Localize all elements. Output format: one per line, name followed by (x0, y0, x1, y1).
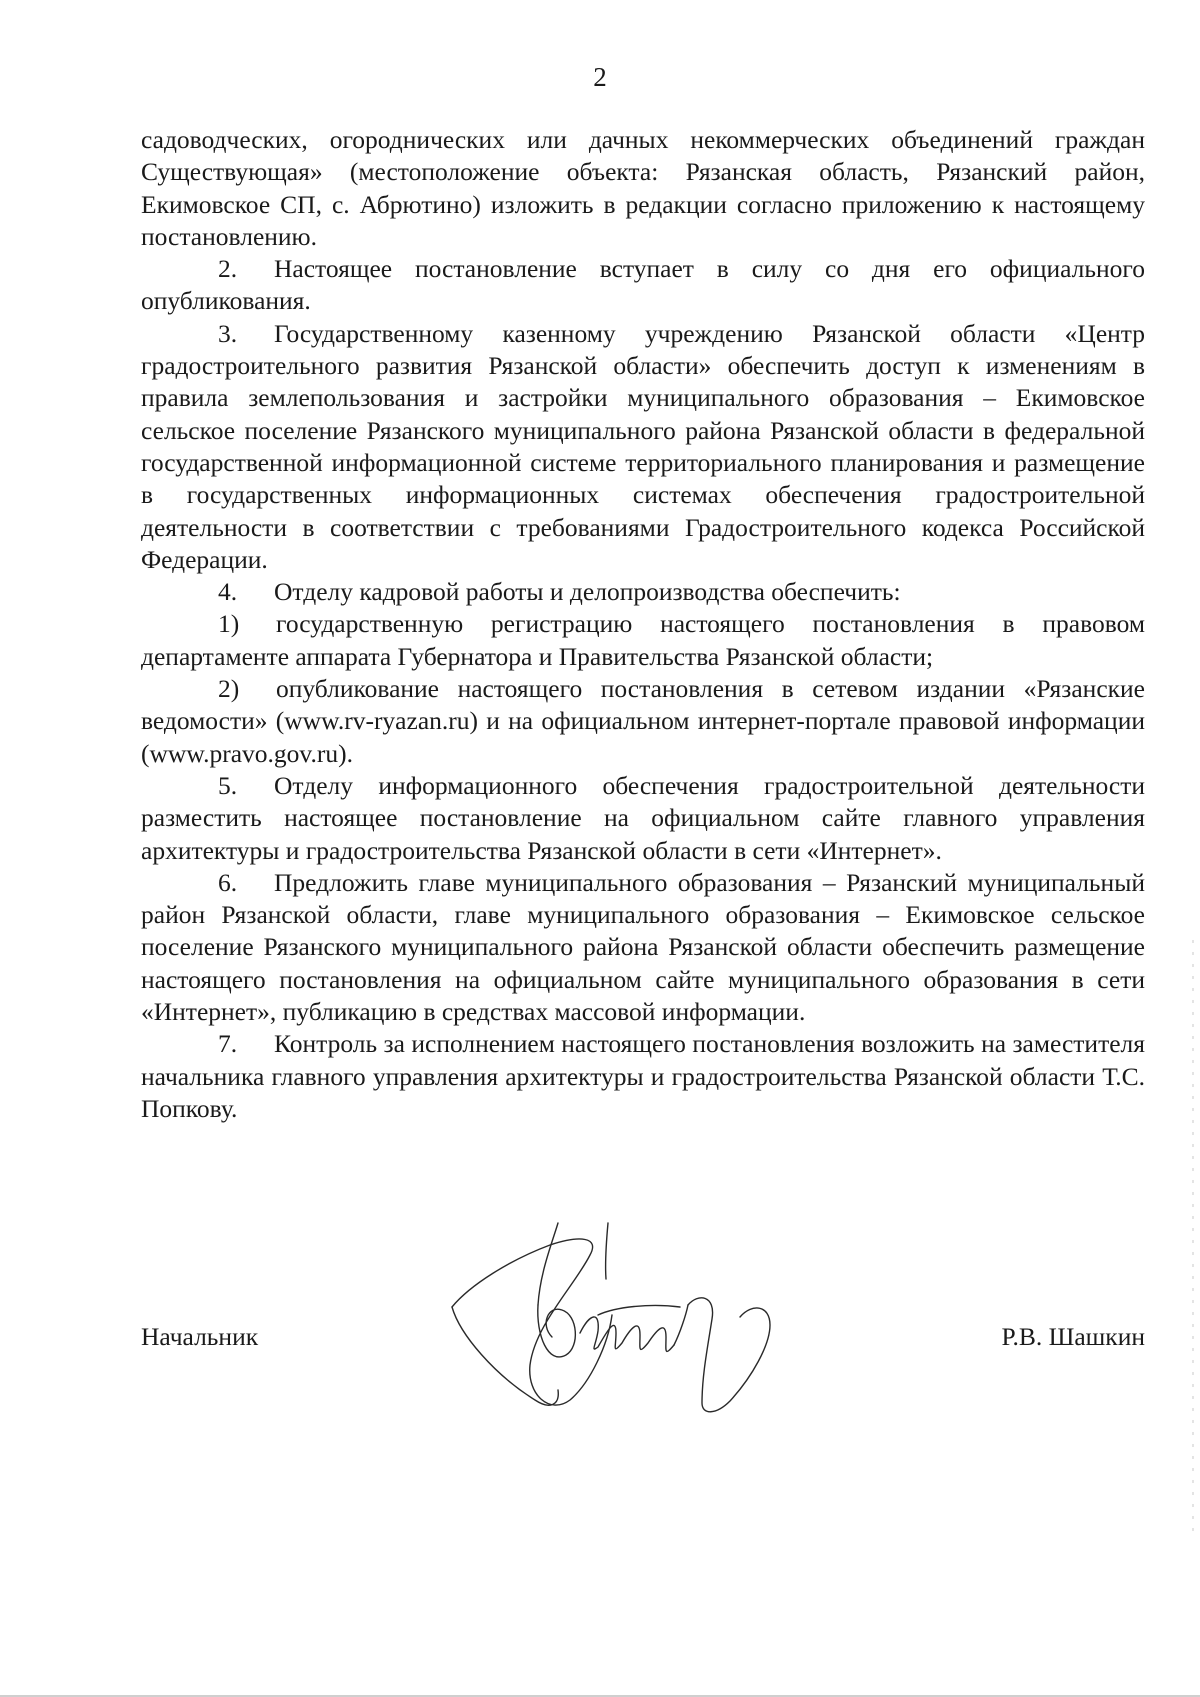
signature-block (141, 1322, 1145, 1362)
paragraph-text: садоводческих, огороднических или дачных некоммерческих объединений граждан Существующая» (местоположение объекта: Рязанская область, Рязанский район, Екимовское СП, с. Абрютино) изложить в редакции согласно приложению к настоящему постановлению. (141, 125, 1145, 251)
paragraph-1-continuation (141, 124, 1145, 253)
page-number: 2 (593, 62, 607, 92)
paragraph-3 (141, 318, 1145, 576)
paragraph-2 (141, 253, 1145, 318)
paragraph-4 (141, 576, 1145, 608)
paragraph-number: 5. (218, 770, 238, 800)
paragraph-number: 7. (218, 1029, 238, 1059)
paragraph-text: государственную регистрацию настоящего постановления в правовом департаменте аппарата Губернатора и Правительства Рязанской области; (141, 609, 1145, 671)
paragraph-number: 2. (218, 254, 238, 284)
paragraph-number: 6. (218, 867, 238, 897)
paragraph-text: Контроль за исполнением настоящего постановления возложить на заместителя начальника главного управления архитектуры и градостроительства Рязанской области Т.С. Попкову. (141, 1029, 1145, 1123)
paragraph-5 (141, 770, 1145, 867)
document-body (141, 124, 1145, 1125)
paragraph-text: Отделу информационного обеспечения градостроительной деятельности разместить настоящее постановление на официальном сайте главного управления архитектуры и градостроительства Рязанской области в сети «Интернет». (141, 770, 1145, 865)
subparagraph-number: 2) (218, 674, 240, 704)
paragraph-text: опубликование настоящего постановления в сетевом издании «Рязанские ведомости» (www.rv-ryazan.ru) и на официальном интернет-портале правовой информации (www.pravo.gov.ru). (141, 674, 1145, 768)
paragraph-number: 4. (218, 577, 238, 607)
scan-margin-artifact (1192, 940, 1194, 1540)
paragraph-text: Отделу кадровой работы и делопроизводства обеспечить: (274, 577, 901, 607)
paragraph-number: 3. (218, 318, 238, 348)
paragraph-7 (141, 1028, 1145, 1125)
paragraph-text: Настоящее постановление вступает в силу со дня его официального опубликования. (141, 254, 1145, 316)
subparagraph-1 (141, 608, 1145, 673)
paragraph-text: Государственному казенному учреждению Рязанской области «Центр градостроительного развития Рязанской области» обеспечить доступ к изменениям в правила землепользования и застройки муниципального образования – Екимовское сельское поселение Рязанского муниципального района Рязанской области в федеральной государственной информационной системе территориального планирования и размещение в государственных информационных системах обеспечения градостроительной деятельности в соответствии с требованиями Градостроительного кодекса Российской Федерации. (141, 318, 1145, 574)
paragraph-6 (141, 867, 1145, 1028)
signer-name: Р.В. Шашкин (1001, 1322, 1145, 1351)
signer-position: Начальник (141, 1322, 259, 1351)
paragraph-text: Предложить главе муниципального образования – Рязанский муниципальный район Рязанской области, главе муниципального образования – Екимовское сельское поселение Рязанского муниципального района Рязанской области обеспечить размещение настоящего постановления на официальном сайте муниципального образования в сети «Интернет», публикацию в средствах массовой информации. (141, 867, 1145, 1027)
subparagraph-2 (141, 673, 1145, 770)
subparagraph-number: 1) (218, 609, 240, 639)
